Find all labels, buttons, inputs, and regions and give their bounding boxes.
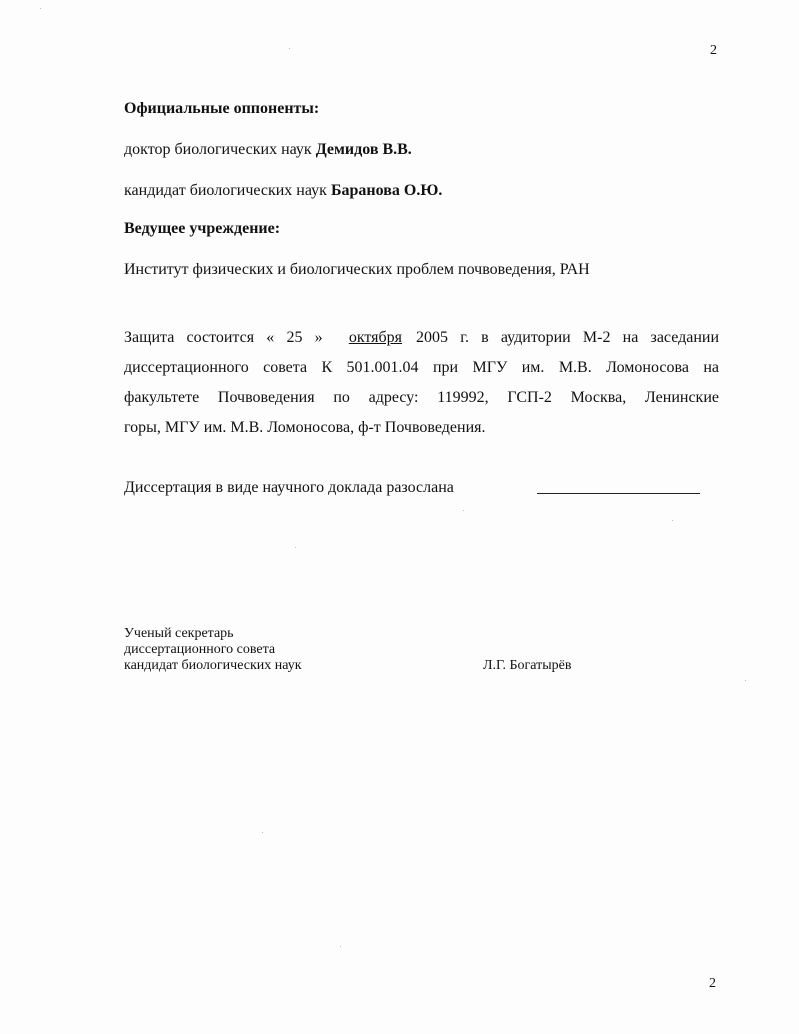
opponents-heading: Официальные оппоненты: [124, 100, 320, 117]
defense-line-1 [124, 328, 719, 348]
secretary-line-1: Ученый секретарь [124, 626, 234, 641]
scan-speck [463, 510, 464, 511]
opponent-2 [124, 181, 442, 201]
scan-speck [672, 520, 673, 521]
dispatch-text: Диссертация в виде научного доклада разослана [124, 479, 454, 496]
page-number-top: 2 [710, 43, 717, 58]
opponent-2-name: Баранова О.Ю. [330, 182, 443, 199]
defense-quote-close: » [314, 329, 323, 346]
secretary-name: Л.Г. Богатырёв [483, 658, 572, 673]
defense-quote-open: « [266, 329, 275, 346]
defense-prefix: Защита состоится [124, 329, 255, 346]
defense-line-2: диссертационного совета К 501.001.04 при МГУ им. М.В. Ломоносова на [124, 359, 719, 376]
leading-institution-name: Институт физических и биологических проблем почвоведения, РАН [124, 261, 590, 278]
defense-month: октября [348, 329, 403, 346]
opponent-1-title: доктор биологических наук [124, 141, 312, 158]
scan-speck [40, 8, 41, 9]
defense-day: 25 [286, 329, 303, 346]
secretary-line-2: диссертационного совета [124, 642, 276, 657]
opponent-1-name: Демидов В.В. [315, 141, 412, 158]
defense-line-3: факультете Почвоведения по адресу: 119992, ГСП-2 Москва, Ленинские [124, 389, 719, 406]
opponent-2-title: кандидат биологических наук [124, 182, 327, 199]
dispatch-date-blank [537, 493, 700, 494]
defense-line-1-rest: 2005 г. в аудитории М-2 на заседании [416, 329, 720, 346]
scan-speck [295, 547, 296, 548]
secretary-line-3: кандидат биологических наук [124, 658, 302, 673]
scan-speck [340, 946, 341, 947]
opponent-1 [124, 140, 412, 160]
scan-speck [262, 832, 263, 833]
defense-line-4: горы, МГУ им. М.В. Ломоносова, ф-т Почвоведения. [124, 419, 486, 436]
leading-institution-heading: Ведущее учреждение: [124, 220, 281, 237]
page-number-bottom: 2 [709, 976, 716, 991]
scan-speck [745, 680, 746, 681]
scan-speck [289, 48, 290, 49]
